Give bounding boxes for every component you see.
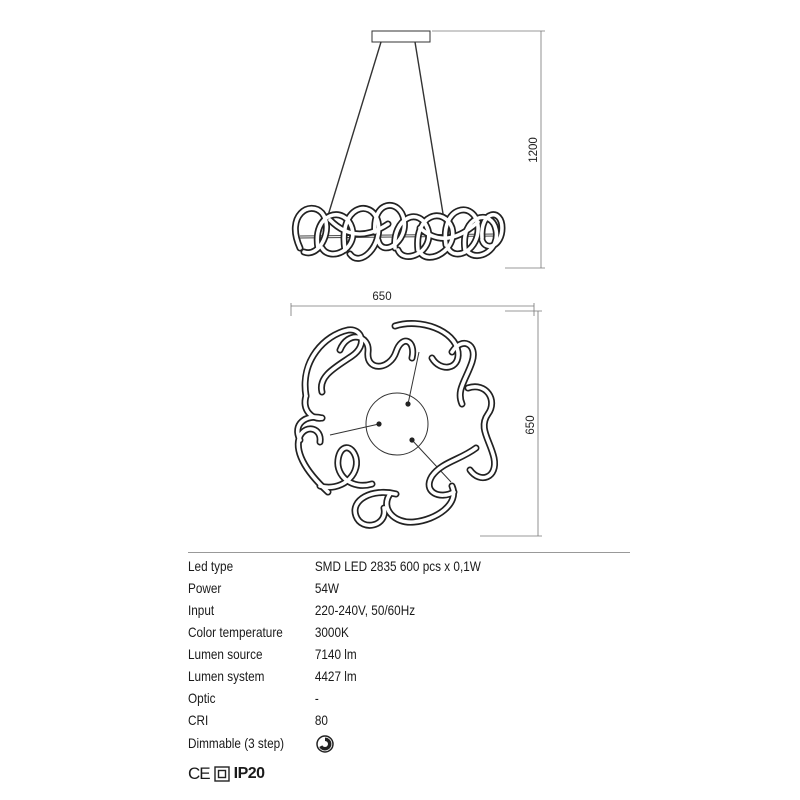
spec-label: Lumen source [188, 646, 263, 662]
spec-row-color-temperature [188, 622, 559, 643]
spec-value: 80 [314, 712, 328, 728]
double-insulation-icon [214, 766, 230, 782]
spec-row-cri [188, 710, 559, 731]
spec-row-lumen-source [188, 644, 559, 665]
spec-row-power [188, 578, 559, 599]
spec-value: 220-240V, 50/60Hz [314, 602, 416, 618]
suspension-cable-right [415, 42, 446, 232]
spec-row-led-type [188, 556, 559, 577]
spec-label: Input [188, 602, 215, 618]
spec-value: 7140 lm [314, 646, 357, 662]
spec-row-input [188, 600, 559, 621]
spec-value: - [314, 690, 319, 706]
certification-marks [188, 762, 265, 786]
top-view [291, 291, 542, 536]
spec-label: Optic [188, 690, 216, 706]
depth-dimension-label: 650 [525, 415, 537, 435]
ribbon-loops-side [295, 205, 502, 258]
spec-row-optic [188, 688, 559, 709]
dimmable-step-icon [315, 734, 335, 754]
ip-rating: IP20 [233, 765, 265, 782]
spec-table [188, 552, 630, 751]
spec-label: Lumen system [188, 668, 265, 684]
spec-value: 4427 lm [314, 668, 357, 684]
spec-label: CRI [188, 712, 209, 728]
spec-label: Power [188, 580, 222, 596]
spec-value: 3000K [314, 624, 349, 640]
center-canopy [366, 393, 428, 455]
width-dimension [291, 303, 534, 316]
ceiling-canopy [372, 31, 430, 42]
side-view [295, 31, 545, 268]
spec-value: SMD LED 2835 600 pcs x 0,1W [314, 558, 481, 574]
spec-row-lumen-system [188, 666, 559, 687]
spec-value: 54W [314, 580, 340, 596]
spec-label: Color temperature [188, 624, 283, 640]
height-dimension-label: 1200 [528, 137, 540, 163]
spec-label: Led type [188, 558, 234, 574]
width-dimension-label: 650 [372, 291, 392, 303]
spec-label: Dimmable (3 step) [188, 735, 285, 751]
spec-row-dimmable [188, 733, 559, 754]
suspension-cable-left [323, 42, 381, 232]
ce-mark: CE [188, 764, 210, 783]
